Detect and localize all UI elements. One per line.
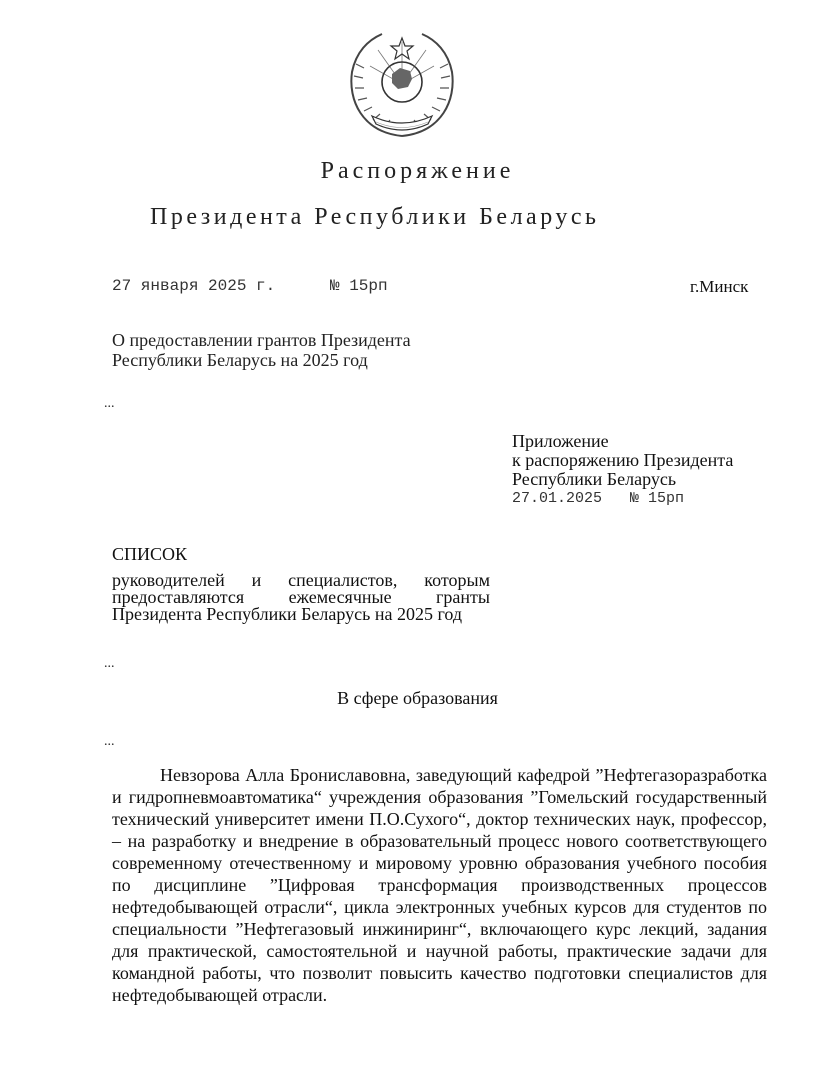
- list-description: [112, 572, 490, 623]
- document-type-title: Распоряжение: [320, 158, 515, 184]
- grant-recipient-paragraph: Невзорова Алла Брониславовна, заведующий кафедрой ”Нефтегазоразработка и гидропневмоавтоматика“ учреждения образования ”Гомельский государственный технический университет имени П.О.Сухого“, доктор технических наук, профессор, – на разработку и внедрение в образовательный процесс нового соответствующего современному отечественному и мировому уровню образования учебного пособия по дисциплине ”Цифровая трансформация производственных процессов нефтедобывающей отрасли“, цикла электронных учебных курсов для студентов по специальности ”Нефтегазовый инжиниринг“, включающего курс лекций, задания для практической, самостоятельной и научной работы, практические задачи для командной работы, что позволит повысить качество подготовки специалистов для нефтедобывающей отрасли.: [112, 765, 767, 1005]
- appendix-line: Приложение: [512, 431, 609, 451]
- appendix-reference: [512, 489, 792, 508]
- issuer-title: Президента Республики Беларусь: [150, 204, 600, 230]
- list-heading: СПИСОК: [112, 544, 188, 564]
- state-emblem-icon: [342, 24, 462, 144]
- appendix-line: к распоряжению Президента: [512, 450, 734, 470]
- appendix-block: [512, 432, 792, 508]
- list-description-line: предоставляются ежемесячные гранты: [112, 587, 490, 607]
- subject-line: О предоставлении грантов Президента: [112, 330, 411, 350]
- appendix-number: № 15рп: [630, 490, 685, 507]
- document-date: 27 января 2025 г.: [112, 277, 276, 295]
- document-number: № 15рп: [330, 277, 388, 295]
- ellipsis-marker: ...: [104, 734, 115, 749]
- document-city: г.Минск: [690, 277, 749, 296]
- ellipsis-marker: ...: [104, 396, 115, 411]
- subject-line: Республики Беларусь на 2025 год: [112, 350, 368, 370]
- ellipsis-marker: ...: [104, 656, 115, 671]
- appendix-date: 27.01.2025: [512, 490, 603, 507]
- list-description-line: руководителей и специалистов, которым: [112, 570, 490, 590]
- list-description-line: Президента Республики Беларусь на 2025 год: [112, 604, 463, 624]
- sector-heading: В сфере образования: [337, 688, 498, 708]
- appendix-line: Республики Беларусь: [512, 469, 677, 489]
- document-subject: [112, 330, 512, 370]
